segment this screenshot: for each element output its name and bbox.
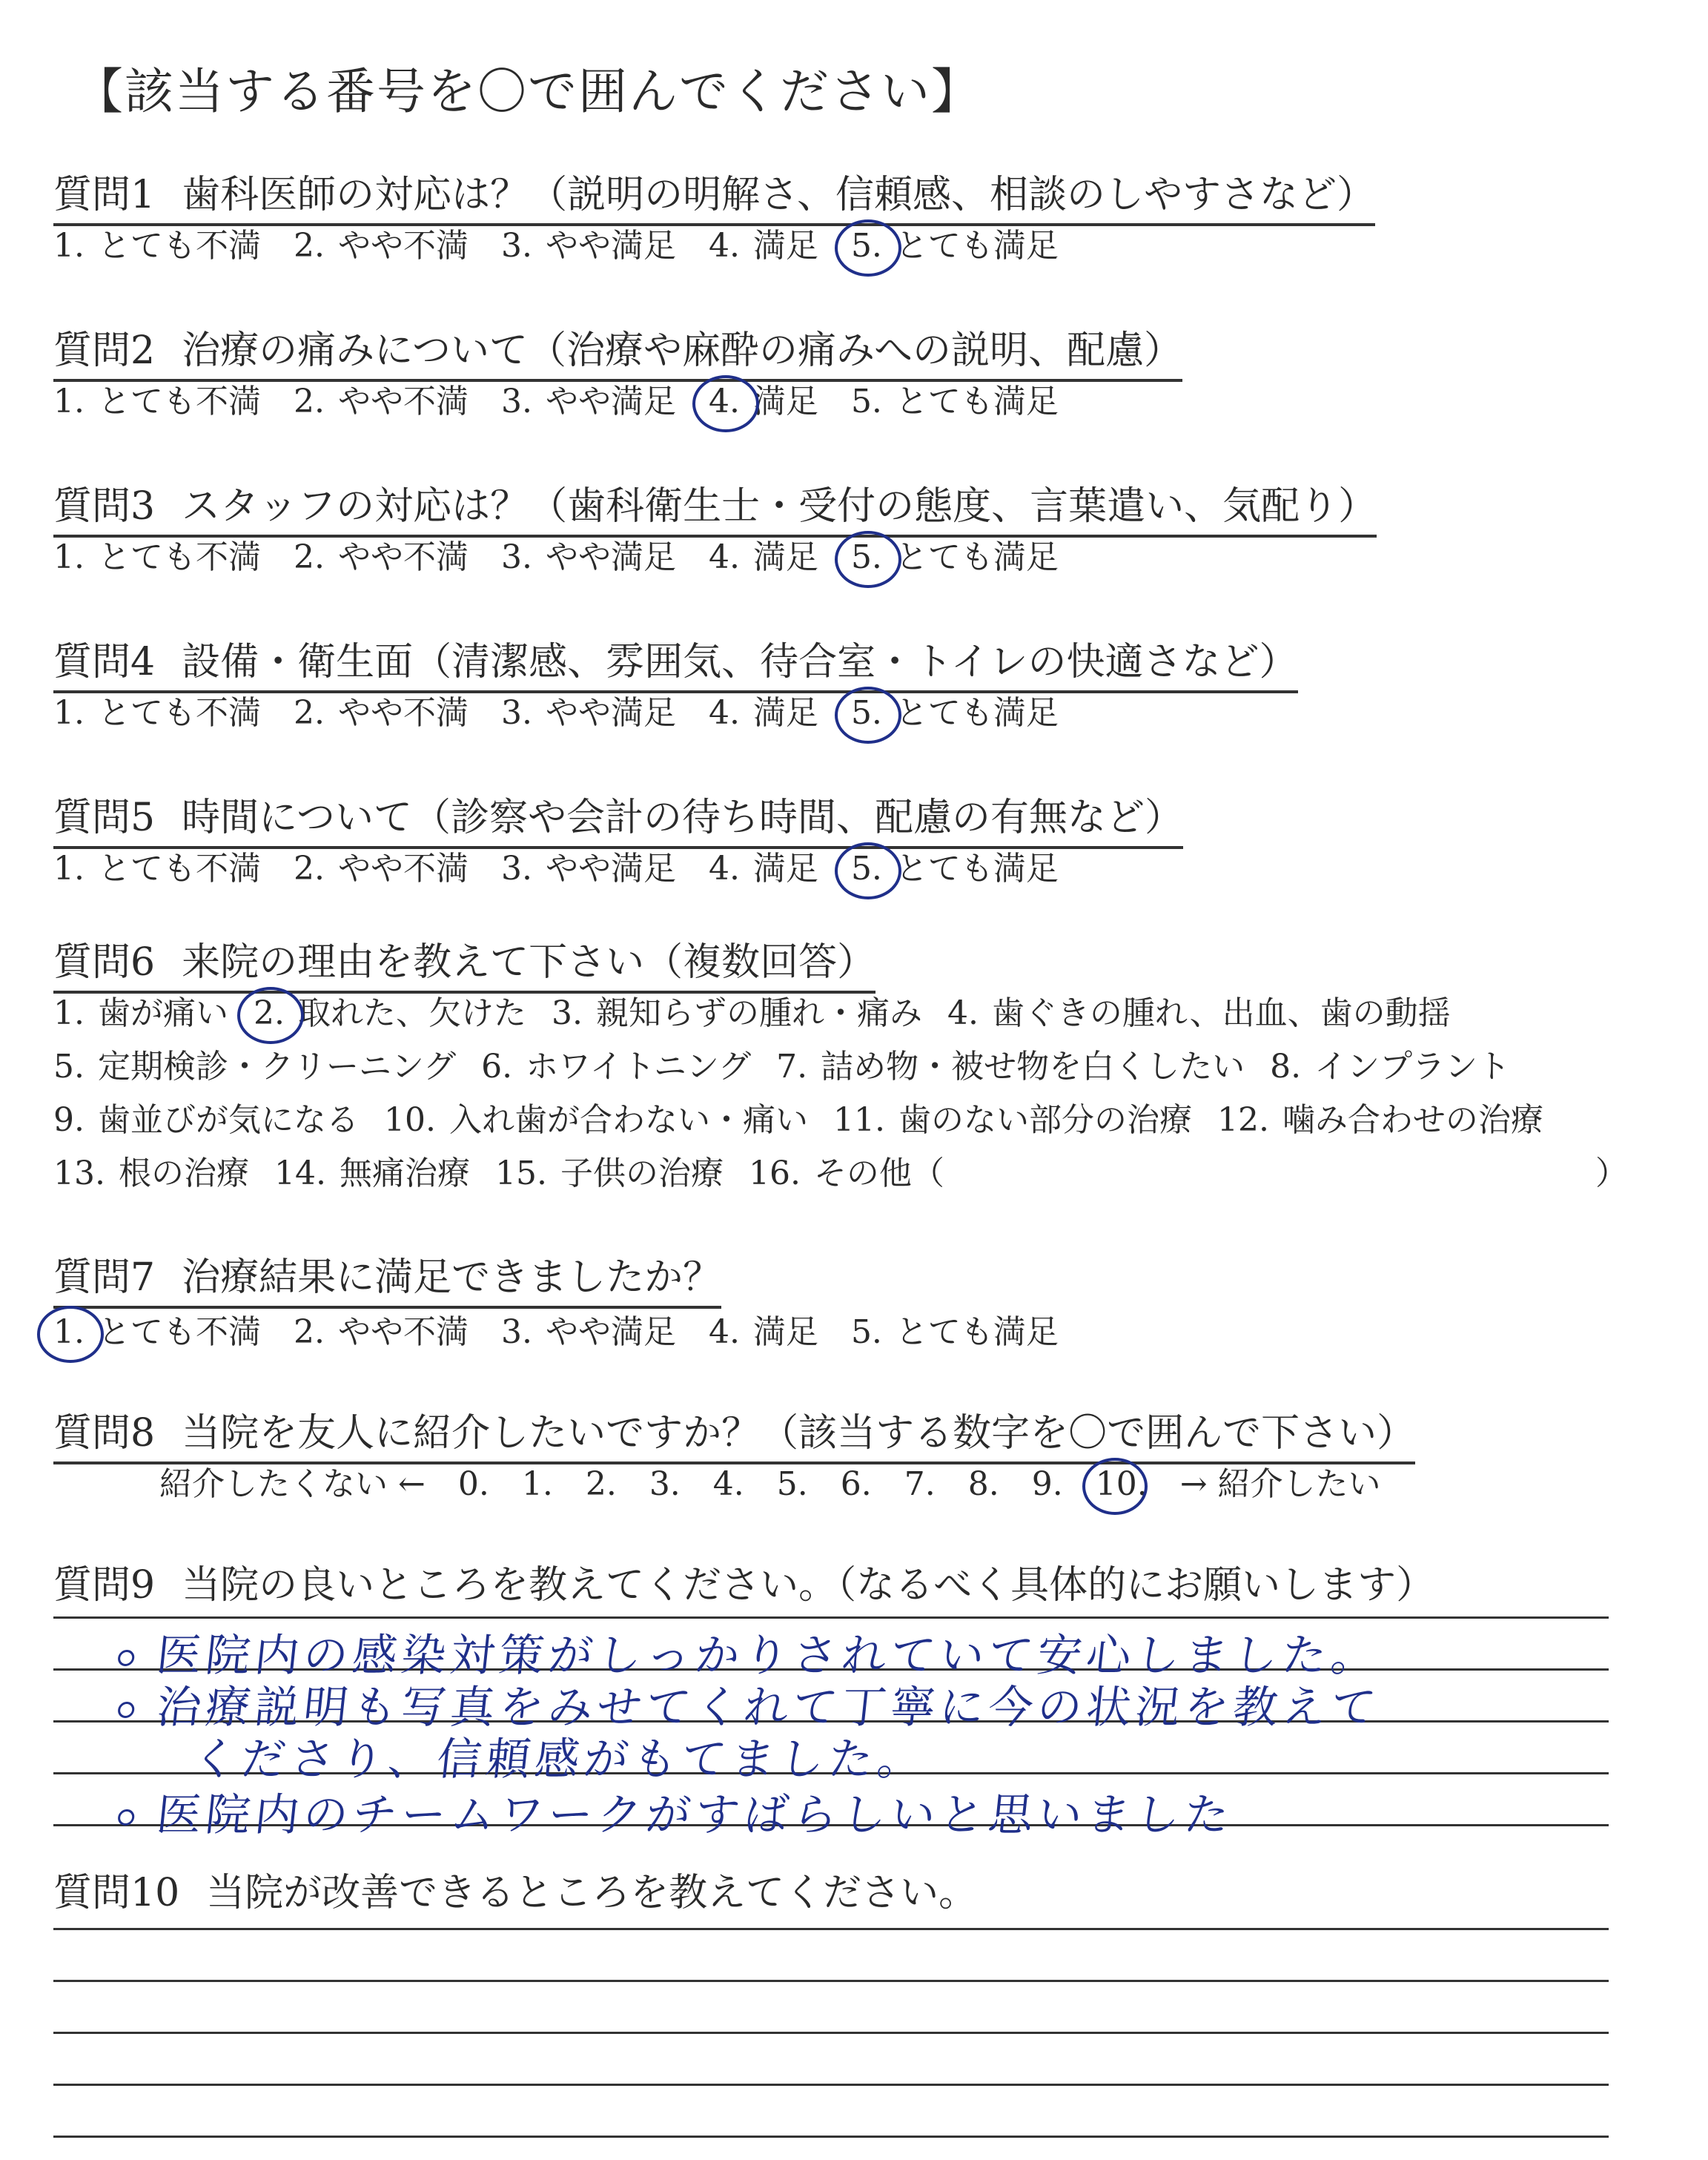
option-number: 7. xyxy=(776,1048,808,1086)
option-10[interactable] xyxy=(384,1093,808,1140)
option-label: やや不満 xyxy=(337,850,469,888)
scale-right-label: → 紹介したい xyxy=(1179,1465,1381,1503)
option-label: 入れ歯が合わない・痛い xyxy=(448,1101,808,1139)
option-label: やや不満 xyxy=(337,538,469,576)
question-4-options xyxy=(53,686,1091,733)
option-label: 歯のない部分の治療 xyxy=(898,1101,1192,1139)
option-number: 3. xyxy=(500,694,532,732)
question-5-text: 時間について（診察や会計の待ち時間、配慮の有無など） xyxy=(182,796,1184,840)
scale-value[interactable]: 7. xyxy=(904,1465,936,1503)
option-3[interactable] xyxy=(501,374,676,422)
option-5[interactable] xyxy=(851,530,1059,578)
option-label: やや不満 xyxy=(337,227,469,265)
option-number: 2. xyxy=(293,694,325,732)
option-1[interactable] xyxy=(53,374,261,422)
option-5[interactable] xyxy=(851,374,1059,422)
option-number: 4. xyxy=(708,227,740,265)
option-label: 親知らずの腫れ・痛み xyxy=(595,994,922,1032)
option-number: 6. xyxy=(481,1048,513,1086)
option-4[interactable] xyxy=(709,374,818,422)
option-number: 5. xyxy=(850,538,882,576)
option-label: 満足 xyxy=(752,850,818,888)
option-label: 歯並びが気になる xyxy=(97,1101,359,1139)
scale-value[interactable]: 9. xyxy=(1031,1465,1063,1503)
option-3[interactable] xyxy=(501,686,676,733)
question-3-title xyxy=(53,475,1377,538)
question-9-title xyxy=(53,1553,1434,1609)
option-number: 3. xyxy=(551,994,583,1032)
option-number: 5. xyxy=(850,694,882,732)
option-number: 5. xyxy=(850,850,882,888)
option-label: ホワイトニング xyxy=(526,1048,752,1086)
option-number: 3. xyxy=(500,1313,532,1351)
question-3-number: 質問3 xyxy=(53,484,156,529)
question-1-number: 質問1 xyxy=(53,173,156,217)
question-10-text: 当院が改善できるところを教えてください。 xyxy=(206,1871,978,1915)
scale-left-label: 紹介したくない ← xyxy=(159,1465,426,1503)
scale-value[interactable]: 2. xyxy=(585,1465,617,1503)
option-1[interactable] xyxy=(53,686,261,733)
option-label: やや不満 xyxy=(337,383,469,420)
option-number: 2. xyxy=(293,1313,325,1351)
option-label: とても満足 xyxy=(895,850,1059,888)
option-7[interactable] xyxy=(776,1040,1245,1087)
question-5-number: 質問5 xyxy=(53,796,156,840)
question-2-text: 治療の痛みについて（治療や麻酔の痛みへの説明、配慮） xyxy=(182,328,1183,373)
option-number: 2. xyxy=(293,538,325,576)
option-number: 1. xyxy=(53,227,85,265)
option-number: 4. xyxy=(947,994,979,1032)
option-number: 13. xyxy=(53,1155,105,1192)
option-label: とても満足 xyxy=(895,227,1059,265)
option-1[interactable] xyxy=(53,530,261,578)
option-2[interactable] xyxy=(294,219,469,266)
scale-value[interactable]: 6. xyxy=(840,1465,872,1503)
question-8-number: 質問8 xyxy=(53,1411,156,1456)
question-6-options-row xyxy=(53,986,1476,1034)
option-1[interactable] xyxy=(53,986,228,1034)
option-number: 11. xyxy=(833,1101,885,1139)
option-number: 1. xyxy=(53,538,85,576)
option-12[interactable] xyxy=(1217,1093,1543,1140)
option-number: 4. xyxy=(708,538,740,576)
option-2[interactable] xyxy=(254,986,526,1034)
option-number: 5. xyxy=(850,383,882,420)
question-5-title xyxy=(53,786,1183,849)
bullet-icon xyxy=(117,1702,135,1718)
question-10-number: 質問10 xyxy=(53,1871,180,1915)
option-3[interactable] xyxy=(501,530,676,578)
answer-line xyxy=(53,1616,1609,1619)
option-label: やや満足 xyxy=(545,694,676,732)
option-5[interactable] xyxy=(851,219,1059,266)
option-label: とても満足 xyxy=(895,383,1059,420)
option-number: 1. xyxy=(53,1313,85,1351)
option-label: やや満足 xyxy=(545,383,676,420)
option-label: 定期検診・クリーニング xyxy=(97,1048,457,1086)
option-number: 4. xyxy=(708,1313,740,1351)
scale-value[interactable]: 8. xyxy=(967,1465,999,1503)
question-6-options-row xyxy=(53,1146,1628,1194)
option-9[interactable] xyxy=(53,1093,359,1140)
answer-9-line-2: 治療説明も写真をみせてくれて丁寧に今の状況を教えて xyxy=(115,1672,1383,1736)
option-label: 満足 xyxy=(752,694,818,732)
answer-9-line-1: 医院内の感染対策がしっかりされていて安心しました。 xyxy=(115,1620,1383,1684)
question-7-title xyxy=(53,1246,721,1309)
option-2[interactable] xyxy=(294,686,469,733)
option-number: 3. xyxy=(500,538,532,576)
question-6-options-row xyxy=(53,1093,1569,1140)
option-1[interactable] xyxy=(53,1305,261,1353)
option-14[interactable] xyxy=(274,1146,470,1194)
question-8-scale xyxy=(159,1457,1414,1505)
option-label: 取れた、欠けた xyxy=(297,994,526,1032)
option-label: とても不満 xyxy=(97,694,261,732)
bullet-icon xyxy=(117,1809,135,1826)
option-4[interactable] xyxy=(709,842,818,889)
option-3[interactable] xyxy=(501,1305,676,1353)
option-number: 3. xyxy=(500,850,532,888)
option-label: とても不満 xyxy=(97,850,261,888)
option-number: 2. xyxy=(293,850,325,888)
option-number: 9. xyxy=(53,1101,85,1139)
page-title: 【該当する番号を〇で囲んでください】 xyxy=(74,63,982,120)
option-number: 16. xyxy=(748,1155,801,1192)
option-label: とても満足 xyxy=(895,694,1059,732)
option-label: とても不満 xyxy=(97,1313,261,1351)
answer-line xyxy=(53,2084,1609,2086)
option-label: 満足 xyxy=(752,1313,818,1351)
question-5-options xyxy=(53,842,1091,889)
option-label: やや不満 xyxy=(337,1313,469,1351)
question-9-text: 当院の良いところを教えてください。（なるべく具体的にお願いします） xyxy=(182,1563,1435,1608)
answer-line xyxy=(53,2032,1609,2034)
question-8-text: 当院を友人に紹介したいですか？（該当する数字を〇で囲んで下さい） xyxy=(182,1411,1416,1456)
question-3-text: スタッフの対応は？（歯科衛生士・受付の態度、言葉遣い、気配り） xyxy=(182,484,1377,529)
option-label: 歯が痛い xyxy=(97,994,228,1032)
option-number: 15. xyxy=(494,1155,547,1192)
answer-line xyxy=(53,1928,1609,1930)
option-label: 満足 xyxy=(752,227,818,265)
option-number: 4. xyxy=(708,850,740,888)
question-1-title xyxy=(53,163,1375,226)
question-2-number: 質問2 xyxy=(53,328,156,373)
scale-value[interactable]: 4. xyxy=(712,1465,744,1503)
question-6-text: 来院の理由を教えて下さい（複数回答） xyxy=(182,940,876,985)
option-label: やや不満 xyxy=(337,694,469,732)
scale-value[interactable]: 5. xyxy=(776,1465,808,1503)
option-number: 8. xyxy=(1270,1048,1302,1086)
scale-value[interactable]: 10. xyxy=(1095,1465,1148,1503)
option-label: やや満足 xyxy=(545,1313,676,1351)
option-4[interactable] xyxy=(709,686,818,733)
question-2-options xyxy=(53,374,1091,422)
question-7-options xyxy=(53,1305,1091,1353)
option-6[interactable] xyxy=(481,1040,751,1087)
scale-value[interactable]: 1. xyxy=(521,1465,553,1503)
question-6-options-row xyxy=(53,1040,1535,1087)
option-number: 12. xyxy=(1217,1101,1269,1139)
option-label: やや満足 xyxy=(545,850,676,888)
other-close-paren: ） xyxy=(1595,1155,1628,1192)
option-label: 満足 xyxy=(752,383,818,420)
option-4[interactable] xyxy=(709,1305,818,1353)
option-label: その他（ xyxy=(813,1155,944,1192)
question-10-title xyxy=(53,1861,977,1917)
option-number: 14. xyxy=(274,1155,326,1192)
question-4-title xyxy=(53,630,1298,693)
option-number: 3. xyxy=(500,227,532,265)
option-number: 4. xyxy=(708,694,740,732)
option-2[interactable] xyxy=(294,842,469,889)
question-3-options xyxy=(53,530,1091,578)
option-15[interactable] xyxy=(495,1146,724,1194)
option-label: 無痛治療 xyxy=(339,1155,470,1192)
option-number: 1. xyxy=(53,850,85,888)
option-label: 詰め物・被せ物を白くしたい xyxy=(821,1048,1245,1086)
option-label: とても不満 xyxy=(97,227,261,265)
option-1[interactable] xyxy=(53,219,261,266)
option-3[interactable] xyxy=(552,986,922,1034)
answer-9-line-4: 医院内のチームワークがすばらしいと思いました xyxy=(115,1780,1237,1843)
option-4[interactable] xyxy=(947,986,1451,1034)
option-number: 2. xyxy=(293,227,325,265)
scale-value[interactable]: 0. xyxy=(457,1465,489,1503)
option-number: 5. xyxy=(850,227,882,265)
question-7-text: 治療結果に満足できましたか？ xyxy=(182,1255,722,1300)
scale-value[interactable]: 3. xyxy=(649,1465,681,1503)
option-label: インプラント xyxy=(1314,1048,1511,1086)
option-label: とても満足 xyxy=(895,1313,1059,1351)
question-6-title xyxy=(53,931,875,994)
answer-9-line-3: くださり、信頼感がもてました。 xyxy=(189,1734,930,1786)
question-2-title xyxy=(53,319,1182,382)
question-6-number: 質問6 xyxy=(53,940,156,985)
option-1[interactable] xyxy=(53,842,261,889)
option-16[interactable] xyxy=(749,1146,944,1194)
answer-line xyxy=(53,2136,1609,2138)
option-3[interactable] xyxy=(501,842,676,889)
option-label: とても不満 xyxy=(97,383,261,420)
option-number: 10. xyxy=(383,1101,436,1139)
option-number: 4. xyxy=(708,383,740,420)
option-number: 3. xyxy=(500,383,532,420)
question-9-number: 質問9 xyxy=(53,1563,156,1608)
option-label: 子供の治療 xyxy=(560,1155,724,1192)
option-number: 2. xyxy=(253,994,285,1032)
option-number: 2. xyxy=(293,383,325,420)
option-number: 1. xyxy=(53,383,85,420)
option-label: 歯ぐきの腫れ、出血、歯の動揺 xyxy=(991,994,1451,1032)
option-2[interactable] xyxy=(294,1305,469,1353)
question-8-title xyxy=(53,1401,1415,1464)
option-2[interactable] xyxy=(294,530,469,578)
option-label: 根の治療 xyxy=(118,1155,249,1192)
question-1-options xyxy=(53,219,1091,266)
option-number: 1. xyxy=(53,994,85,1032)
question-4-text: 設備・衛生面（清潔感、雰囲気、待合室・トイレの快適さなど） xyxy=(182,640,1298,684)
question-7-number: 質問7 xyxy=(53,1255,156,1300)
option-4[interactable] xyxy=(709,530,818,578)
option-label: やや満足 xyxy=(545,538,676,576)
option-label: やや満足 xyxy=(545,227,676,265)
option-5[interactable] xyxy=(851,1305,1059,1353)
option-label: 満足 xyxy=(752,538,818,576)
option-number: 5. xyxy=(53,1048,85,1086)
option-8[interactable] xyxy=(1270,1040,1510,1087)
option-label: とても満足 xyxy=(895,538,1059,576)
option-11[interactable] xyxy=(833,1093,1192,1140)
option-number: 1. xyxy=(53,694,85,732)
option-5[interactable] xyxy=(851,842,1059,889)
question-4-number: 質問4 xyxy=(53,640,156,684)
option-label: 噛み合わせの治療 xyxy=(1282,1101,1543,1139)
bullet-icon xyxy=(117,1650,135,1666)
option-4[interactable] xyxy=(709,219,818,266)
question-1-text: 歯科医師の対応は？（説明の明解さ、信頼感、相談のしやすさなど） xyxy=(182,173,1376,217)
option-13[interactable] xyxy=(53,1146,249,1194)
option-2[interactable] xyxy=(294,374,469,422)
option-number: 5. xyxy=(850,1313,882,1351)
option-5[interactable] xyxy=(851,686,1059,733)
option-label: とても不満 xyxy=(97,538,261,576)
option-3[interactable] xyxy=(501,219,676,266)
option-5[interactable] xyxy=(53,1040,456,1087)
answer-line xyxy=(53,1980,1609,1982)
